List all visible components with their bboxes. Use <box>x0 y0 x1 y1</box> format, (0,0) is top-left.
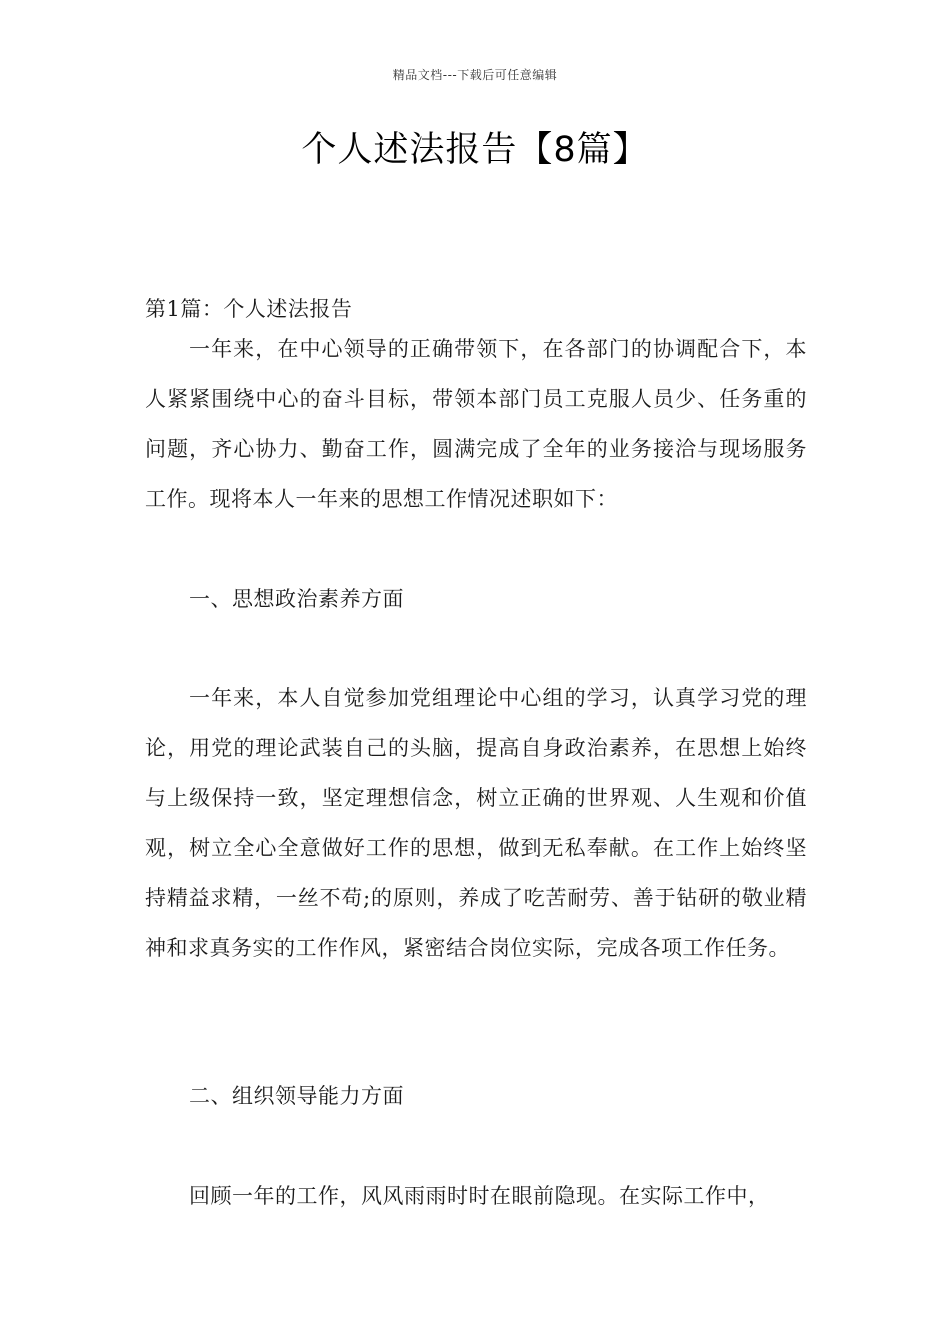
section1-paragraph: 一年来，本人自觉参加党组理论中心组的学习，认真学习党的理论，用党的理论武装自己的头脑，提高自身政治素养，在思想上始终与上级保持一致，坚定理想信念，树立正确的世界观、人生观和价值观，树立全心全意做好工作的思想，做到无私奉献。在工作上始终坚持精益求精，一丝不苟;的原则，养成了吃苦耐劳、善于钻研的敬业精神和求真务实的工作作风，紧密结合岗位实际，完成各项工作任务。 <box>145 686 807 960</box>
section2-paragraph: 回顾一年的工作，风风雨雨时时在眼前隐现。在实际工作中， <box>189 1184 770 1208</box>
document-header-note: 精品文档---下载后可任意编辑 <box>392 68 558 82</box>
section2-heading-block <box>145 1071 807 1121</box>
section2-body-block <box>145 1171 807 1221</box>
section2-heading: 二、组织领导能力方面 <box>189 1084 404 1108</box>
chapter-heading: 第1篇：个人述法报告 <box>145 297 353 321</box>
section1-body-block <box>145 673 807 973</box>
document-title: 个人述法报告【8篇】 <box>301 130 649 170</box>
section1-heading: 一、思想政治素养方面 <box>189 587 404 611</box>
section1-heading-block <box>145 574 807 624</box>
intro-paragraph: 一年来，在中心领导的正确带领下，在各部门的协调配合下，本人紧紧围绕中心的奋斗目标，带领本部门员工克服人员少、任务重的问题，齐心协力、勤奋工作，圆满完成了全年的业务接洽与现场服务工作。现将本人一年来的思想工作情况述职如下： <box>145 337 807 511</box>
intro-block <box>145 324 807 524</box>
